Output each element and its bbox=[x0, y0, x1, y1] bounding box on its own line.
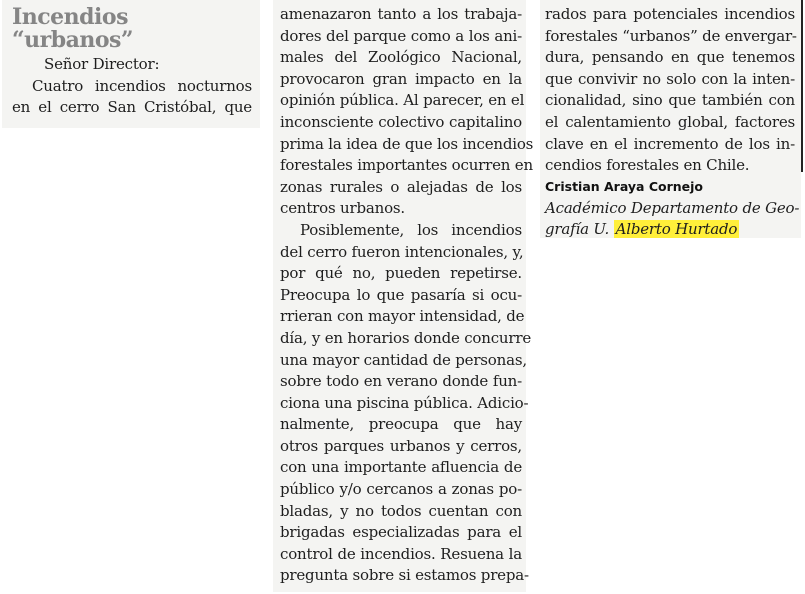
text-line: el calentamiento global, factores bbox=[545, 112, 795, 131]
text-line: brigadas especializadas para el bbox=[280, 523, 522, 542]
text-line: inconsciente colectivo capitalino bbox=[280, 112, 522, 131]
headline-line-2: “urbanos” bbox=[12, 27, 134, 53]
text-line: público y/o cercanos a zonas po- bbox=[280, 480, 522, 499]
text-line: ciona una piscina pública. Adicio- bbox=[280, 393, 529, 412]
highlighted-university-name: Alberto Hurtado bbox=[615, 220, 738, 239]
column-1 bbox=[2, 0, 260, 128]
signature-role-line-1: Académico Departamento de Geo- bbox=[545, 198, 800, 217]
text-line: rrieran con mayor intensidad, de bbox=[280, 307, 525, 326]
text-line: dores del parque como a los ani- bbox=[280, 26, 522, 45]
signature-author: Cristian Araya Cornejo bbox=[545, 178, 704, 194]
text-line: prima la idea de que los incendios bbox=[280, 134, 534, 153]
text-line: con una importante afluencia de bbox=[280, 458, 522, 477]
text-line: nalmente, preocupa que hay bbox=[280, 415, 522, 434]
text-line: forestales importantes ocurren en bbox=[280, 156, 533, 175]
text-line: del cerro fueron intencionales, y, bbox=[280, 242, 524, 261]
text-line: control de incendios. Resuena la bbox=[280, 544, 522, 563]
text-line: en el cerro San Cristóbal, que bbox=[12, 98, 252, 117]
text-line: otros parques urbanos y cerros, bbox=[280, 436, 522, 455]
column-3 bbox=[540, 0, 801, 238]
text-line: día, y en horarios donde concurre bbox=[280, 328, 532, 347]
headline-line-1: Incendios bbox=[12, 4, 128, 30]
text-line: clave en el incremento de los in- bbox=[545, 134, 795, 153]
text-line: Cuatro incendios nocturnos bbox=[32, 76, 252, 95]
text-line: cendios forestales en Chile. bbox=[545, 156, 750, 175]
text-line: rados para potenciales incendios bbox=[545, 5, 795, 23]
signature-role-line-2 bbox=[545, 219, 795, 241]
column-rule bbox=[801, 0, 803, 172]
text-line: pregunta sobre si estamos prepa- bbox=[280, 566, 529, 585]
text-line: centros urbanos. bbox=[280, 199, 405, 218]
text-line: por qué no, pueden repetirse. bbox=[280, 264, 522, 283]
text-line: zonas rurales o alejadas de los bbox=[280, 177, 522, 196]
text-line: dura, pensando en que tenemos bbox=[545, 48, 795, 67]
text-line: una mayor cantidad de personas, bbox=[280, 350, 527, 369]
text-line: amenazaron tanto a los trabaja- bbox=[280, 5, 522, 23]
column-2 bbox=[273, 0, 534, 592]
text-line: Preocupa lo que pasaría si ocu- bbox=[280, 285, 522, 304]
text-line: forestales “urbanos” de envergar- bbox=[545, 26, 797, 45]
text-line: provocaron gran impacto en la bbox=[280, 69, 522, 88]
text-line: opinión pública. Al parecer, en el bbox=[280, 91, 525, 110]
text-line: cionalidad, sino que también con bbox=[545, 91, 795, 110]
text-line: sobre todo en verano donde fun- bbox=[280, 372, 522, 391]
text-line: males del Zoológico Nacional, bbox=[280, 48, 522, 67]
text-line: que convivir no solo con la inten- bbox=[545, 69, 795, 88]
salutation: Señor Director: bbox=[44, 55, 160, 73]
text-line: bladas, y no todos cuentan con bbox=[280, 501, 522, 520]
signature-role-prefix: grafía U. bbox=[545, 220, 610, 239]
text-line: Posiblemente, los incendios bbox=[300, 220, 522, 239]
